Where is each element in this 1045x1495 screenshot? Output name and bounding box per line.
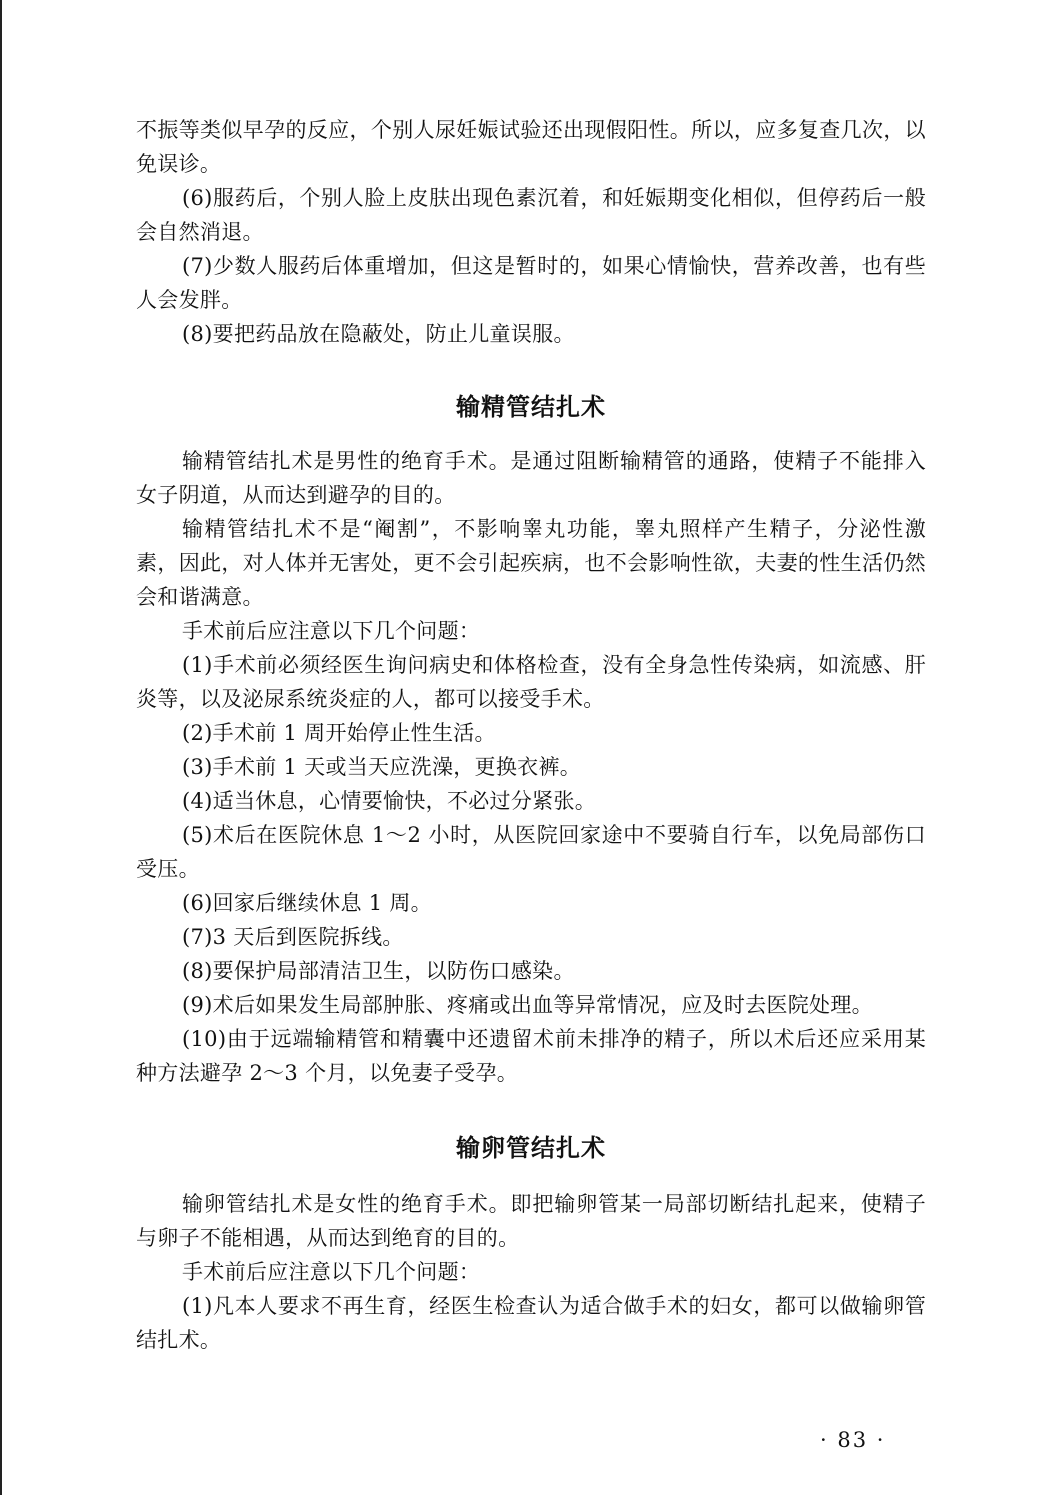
list-item: (6)服药后，个别人脸上皮肤出现色素沉着，和妊娠期变化相似，但停药后一般会自然消退。 [136,186,926,244]
list-item: (1)凡本人要求不再生育，经医生检查认为适合做手术的妇女，都可以做输卵管结扎术。 [136,1294,926,1352]
paragraph-continued: 不振等类似早孕的反应，个别人尿妊娠试验还出现假阳性。所以，应多复查几次，以免误诊。 [136,118,926,176]
list-item: (7)少数人服药后体重增加，但这是暂时的，如果心情愉快，营养改善，也有些人会发胖。 [136,254,926,312]
list-item: (4)适当休息，心情要愉快，不必过分紧张。 [182,789,597,813]
paragraph: 手术前后应注意以下几个问题： [182,619,481,643]
list-item: (8)要把药品放在隐蔽处，防止儿童误服。 [182,322,575,346]
list-item: (8)要保护局部清洁卫生，以防伤口感染。 [182,959,575,983]
page-edge-line [0,0,2,1495]
section-title-vasectomy: 输精管结扎术 [456,393,606,421]
list-item: (2)手术前 1 周开始停止性生活。 [182,721,496,745]
paragraph: 输精管结扎术不是“阉割”，不影响睾丸功能，睾丸照样产生精子，分泌性激素，因此，对人体并无害处，更不会引起疾病，也不会影响性欲，夫妻的性生活仍然会和谐满意。 [136,517,926,609]
paragraph: 输卵管结扎术是女性的绝育手术。即把输卵管某一局部切断结扎起来，使精子与卵子不能相遇，从而达到绝育的目的。 [136,1192,926,1250]
page-content [136,113,926,1357]
paragraph: 手术前后应注意以下几个问题： [182,1260,481,1284]
list-item: (3)手术前 1 天或当天应洗澡，更换衣裤。 [182,755,582,779]
section-title-tubal-ligation: 输卵管结扎术 [456,1134,606,1162]
list-item: (1)手术前必须经医生询问病史和体格检查，没有全身急性传染病，如流感、肝炎等，以及泌尿系统炎症的人，都可以接受手术。 [136,653,926,711]
paragraph: 输精管结扎术是男性的绝育手术。是通过阻断输精管的通路，使精子不能排入女子阴道，从而达到避孕的目的。 [136,449,926,507]
list-item: (6)回家后继续休息 1 周。 [182,891,432,915]
page-number: · 83 · [820,1428,886,1452]
list-item: (7)3 天后到医院拆线。 [182,925,404,949]
list-item: (10)由于远端输精管和精囊中还遗留术前未排净的精子，所以术后还应采用某种方法避孕 2～3 个月，以免妻子受孕。 [136,1027,926,1085]
list-item: (9)术后如果发生局部肿胀、疼痛或出血等异常情况，应及时去医院处理。 [182,993,873,1017]
list-item: (5)术后在医院休息 1～2 小时，从医院回家途中不要骑自行车，以免局部伤口受压。 [136,823,926,881]
